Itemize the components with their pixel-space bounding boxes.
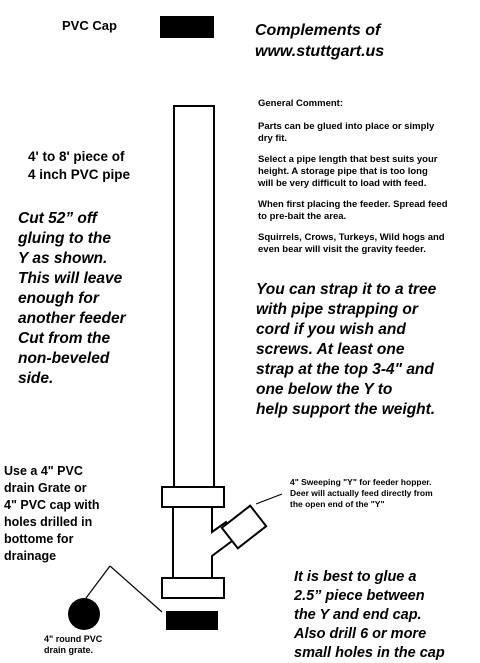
- y-fitting-collar: [162, 487, 224, 507]
- top-pvc-cap: [160, 16, 214, 38]
- drain-grate: [68, 598, 100, 630]
- general-p1: Parts can be glued into place or simply dry fit.: [258, 121, 435, 144]
- bottom-end-cap: [166, 611, 218, 630]
- vertical-pipe: [174, 106, 214, 488]
- general-p4: Squirrels, Crows, Turkeys, Wild hogs and even bear will visit the gravity feeder.: [258, 232, 445, 255]
- leader-drain-to-grate: [86, 566, 110, 598]
- general-p2: Select a pipe length that best suits your height. A storage pipe that is too long will be very difficult to load with feed.: [258, 154, 438, 189]
- cut-note: Cut 52” off gluing to the Y as shown. This will leave enough for another feeder Cut from the non-beveled side.: [18, 210, 126, 387]
- strap-note: You can strap it to a tree with pipe strapping or cord if you wish and screws. At least one strap at the top 3-4" and one below the Y to help support the weight.: [256, 281, 437, 418]
- general-comment: [258, 98, 478, 256]
- complements-label: Complements of www.stuttgart.us: [255, 22, 385, 60]
- general-p3: When first placing the feeder. Spread feed to pre-bait the area.: [258, 199, 448, 222]
- pvc-cap-label: PVC Cap: [62, 18, 117, 33]
- y-bottom-collar: [162, 578, 224, 598]
- drain-note: Use a 4" PVC drain Grate or 4" PVC cap with holes drilled in bottome for drainage: [4, 464, 100, 563]
- pipe-desc-label: 4' to 8' piece of 4 inch PVC pipe: [28, 149, 131, 182]
- leader-drain-to-cap: [110, 566, 162, 612]
- glue-note: It is best to glue a 2.5” piece between the Y and end cap. Also drill 6 or more small holes in the cap: [294, 569, 445, 661]
- y-fitting-body: [173, 507, 236, 580]
- sweeping-y-label: 4" Sweeping "Y" for feeder hopper. Deer will actually feed directly from the open end of the "Y": [290, 477, 433, 509]
- leader-sweeping-y: [256, 494, 282, 504]
- general-heading: General Comment:: [258, 98, 343, 109]
- drain-grate-label: 4" round PVC drain grate.: [44, 634, 103, 655]
